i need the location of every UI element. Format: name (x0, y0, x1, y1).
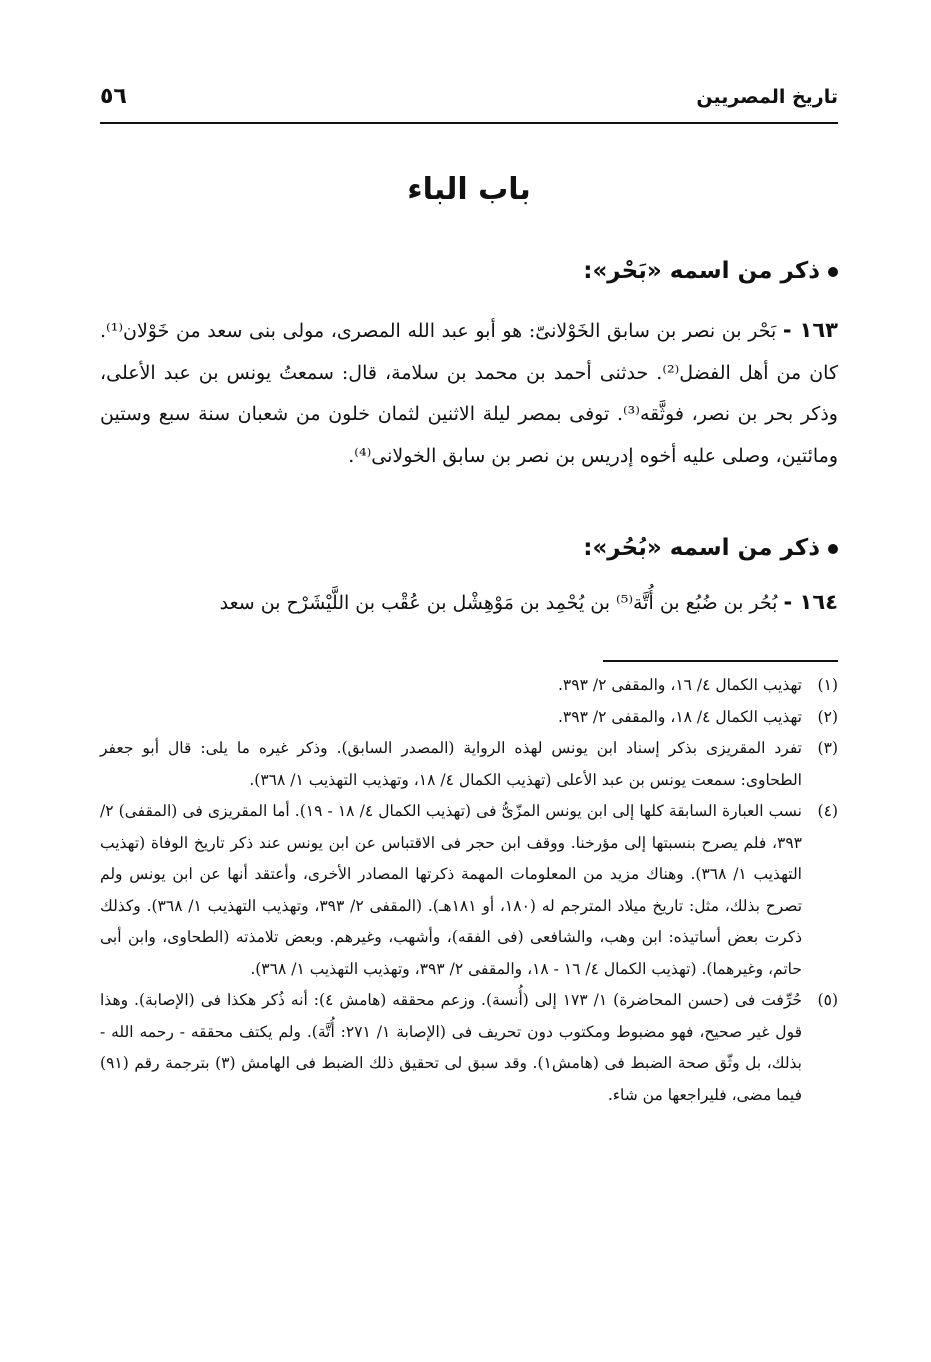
entry-number: ١٦٤ - (783, 590, 838, 614)
footnote (100, 985, 838, 1111)
section-heading (100, 258, 838, 284)
section-heading (100, 535, 838, 561)
page-number: ٥٦ (100, 84, 127, 109)
biography-entry (100, 310, 838, 477)
footnote-text: تفرد المقريزى بذكر إسناد ابن يونس لهذه الرواية (المصدر السابق). وذكر غيره ما يلى: قال أبو جعفر الطحاوى: سمعت يونس بن عبد الأعلى (تهذيب الكمال ٤/ ١٨، وتهذيب التهذيب ١/ ٣٦٨). (100, 739, 802, 789)
chapter-title: باب الباء (407, 172, 531, 207)
footnote (100, 702, 838, 734)
entry-text: بُحُر بن ضُبُع بن أُتَّة⁽⁵⁾ بن يُحْمِد بن مَوْهِشْل بن عُقْب بن اللَّيْشَرْح بن سعد (219, 592, 778, 614)
footnote-rule (603, 660, 838, 662)
section-heading-text: ذكر من اسمه «بَحْر»: (583, 258, 820, 284)
footnote-text: نسب العبارة السابقة كلها إلى ابن يونس المزّىُّ فى (تهذيب الكمال ٤/ ١٨ - ١٩). أما المقريزى فى (المقفى) ٢/ ٣٩٣، فلم يصرح بنسبتها إلى مؤرخنا. ووقف ابن حجر فى الاقتباس عن ابن يونس عند ذكر تاريخ الوفاة (تهذيب التهذيب ١/ ٣٦٨). وهناك مزيد من المعلومات المهمة ذكرتها المصادر الأخرى، وأعتقد أنها عن ابن يونس ولم تصرح بذلك، مثل: تاريخ ميلاد المترجم له (١٨٠، أو ١٨١هـ). (المقفى ٢/ ٣٩٣، وتهذيب التهذيب ١/ ٣٦٨). وكذلك ذكرت بعض أساتيذه: ابن وهب، والشافعى (فى الفقه)، وأشهب، وغيرهم. وبعض تلامذته (الطحاوى، وابن أبى حاتم، وغيرهما). (تهذيب الكمال ٤/ ١٦ - ١٨، والمقفى ٢/ ٣٩٣، وتهذيب التهذيب ١/ ٣٦٨). (100, 802, 803, 978)
footnote (100, 670, 838, 702)
entry-number: ١٦٣ - (782, 318, 838, 342)
running-head (100, 84, 838, 120)
footnote-marker: (٤) (817, 802, 838, 820)
footnote-marker: (٥) (817, 991, 838, 1009)
bullet-icon (828, 267, 838, 277)
footnote-marker: (٣) (817, 739, 838, 757)
entry-text: بَحْر بن نصر بن سابق الخَوْلانىّ: هو أبو عبد الله المصرى، مولى بنى سعد من خَوْلان⁽¹⁾. كان من أهل الفضل⁽²⁾. حدثنى أحمد بن محمد بن سلامة، قال: سمعتُ يونس بن عبد الأعلى، وذكر بحر بن نصر، فوثَّقه⁽³⁾. توفى بمصر ليلة الاثنين لثمان خلون من شعبان سنة سبع وستين ومائتين، وصلى عليه أخوه إدريس بن نصر بن سابق الخولانى⁽⁴⁾. (100, 320, 838, 467)
header-rule (100, 122, 838, 124)
footnote-text: تهذيب الكمال ٤/ ١٦، والمقفى ٢/ ٣٩٣. (557, 676, 802, 694)
footnote (100, 733, 838, 796)
footnote-text: حُرِّفت فى (حسن المحاضرة) ١/ ١٧٣ إلى (أُنسة). وزعم محققه (هامش ٤): أنه ذُكر هكذا فى (الإصابة). وهذا قول غير صحيح، فهو مضبوط ومكتوب دون تحريف فى (الإصابة ١/ ٢٧١: أُتَّة). ولم يكتف محققه - رحمه الله - بذلك، بل وثّق صحة الضبط فى (هامش١). وقد سبق لى تحقيق ذلك الضبط فى الهامش (٣) بترجمة رقم (٩١) فيما مضى، فليراجعها من شاء. (100, 991, 802, 1104)
footnotes (100, 670, 838, 1111)
section-heading-text: ذكر من اسمه «بُحُر»: (583, 535, 820, 561)
footnote-marker: (١) (817, 676, 838, 694)
running-head-title: تاريخ المصريين (696, 86, 838, 108)
footnote (100, 796, 838, 985)
biography-entry (100, 582, 838, 625)
footnote-marker: (٢) (817, 707, 838, 726)
bullet-icon (828, 544, 838, 554)
footnote-text: تهذيب الكمال ٤/ ١٨، والمقفى ٢/ ٣٩٣. (557, 707, 802, 726)
